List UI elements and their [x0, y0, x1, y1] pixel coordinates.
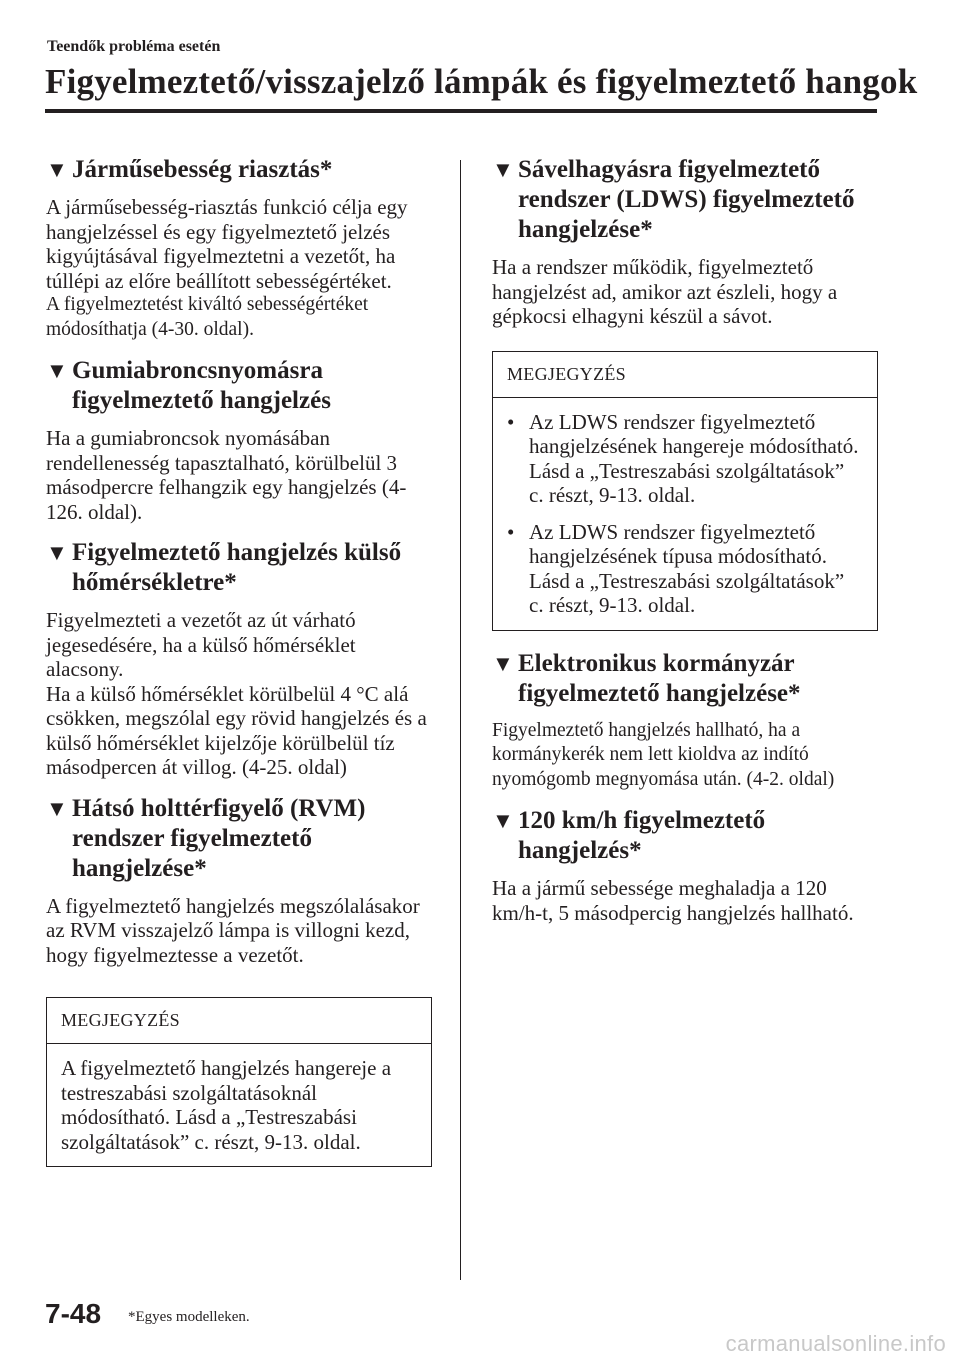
header-rule	[45, 109, 877, 113]
triangle-marker-icon: ▼	[46, 795, 68, 821]
section-title: Figyelmeztető hangjelzés külső hőmérsékletre*	[72, 539, 402, 596]
triangle-marker-icon: ▼	[46, 157, 68, 182]
section-outside-temperature	[46, 538, 432, 780]
note-box	[46, 997, 432, 1167]
paragraph: Figyelmezteti a vezetőt az út várható jegesedésére, ha a külső hőmérséklet alacsony.	[46, 608, 356, 681]
section-title: 120 km/h figyelmeztető hangjelzés*	[518, 807, 766, 864]
section-rvm	[46, 794, 432, 968]
section-heading	[492, 649, 878, 709]
triangle-marker-icon: ▼	[492, 157, 514, 182]
triangle-marker-icon: ▼	[46, 358, 68, 383]
paragraph: Ha a rendszer működik, figyelmeztető hangjelzést ad, amikor azt észleli, hogy a gépkocsi elhagyni készül a sávot.	[492, 255, 838, 328]
note-text: A figyelmeztető hangjelzés hangereje a testreszabási szolgáltatásoknál módosítható. Lásd a „Testreszabási szolgáltatások” c. részt, 9-13. oldal.	[61, 1056, 392, 1154]
column-divider	[460, 160, 461, 1280]
paragraph: Figyelmeztető hangjelzés hallható, ha a kormánykerék nem lett kioldva az indító nyomógomb megnyomása után. (4-2. oldal)	[492, 719, 835, 790]
page-title: Figyelmeztető/visszajelző lámpák és figyelmeztető hangok	[45, 62, 918, 101]
section-heading	[46, 538, 432, 598]
section-title: Gumiabroncsnyomásra figyelmeztető hangjelzés	[72, 357, 331, 414]
section-ldws	[492, 155, 878, 329]
section-vehicle-speed-alarm	[46, 155, 432, 342]
paragraph: A figyelmeztetést kiváltó sebességértéket módosíthatja (4-30. oldal).	[46, 294, 369, 340]
bullet-icon: •	[507, 409, 515, 434]
section-steering-lock	[492, 649, 878, 793]
note-list-item	[507, 520, 863, 618]
note-list-item	[507, 410, 863, 508]
section-heading	[492, 155, 878, 245]
section-title: Elektronikus kormányzár figyelmeztető hangjelzése*	[518, 649, 801, 707]
left-column	[46, 155, 432, 1185]
triangle-marker-icon: ▼	[492, 650, 514, 676]
note-item-text: Az LDWS rendszer figyelmeztető hangjelzésének típusa módosítható. Lásd a „Testreszabási szolgáltatások” c. részt, 9-13. oldal.	[529, 519, 845, 617]
paragraph: A járműsebesség-riasztás funkció célja egy hangjelzéssel és egy figyelmeztető jelzés kigyújtásával figyelmeztetni a vezetőt, ha túllépi az előre beállított sebességértéket.	[46, 195, 408, 293]
section-120kmh	[492, 806, 878, 925]
note-item-text: Az LDWS rendszer figyelmeztető hangjelzésének hangereje módosítható. Lásd a „Testreszabási szolgáltatások” c. részt, 9-13. oldal.	[529, 409, 859, 507]
section-heading	[46, 155, 432, 185]
triangle-marker-icon: ▼	[46, 540, 68, 565]
section-heading	[46, 794, 432, 884]
section-title: Járműsebesség riasztás*	[72, 156, 333, 183]
paragraph: Ha a gumiabroncsok nyomásában rendellenesség tapasztalható, körülbelül 3 másodpercre felhangzik egy hangjelzés (4-126. oldal).	[46, 426, 407, 524]
section-heading	[492, 806, 878, 866]
triangle-marker-icon: ▼	[492, 808, 514, 833]
note-box	[492, 351, 878, 631]
watermark: carmanualsonline.info	[725, 1331, 946, 1356]
section-header: Teendők probléma esetén	[47, 38, 221, 55]
page-number: 7-48	[45, 1298, 102, 1329]
section-heading	[46, 356, 432, 416]
right-column	[492, 155, 878, 939]
footnote: *Egyes modelleken.	[128, 1309, 250, 1325]
section-tire-pressure	[46, 356, 432, 524]
paragraph: Ha a jármű sebessége meghaladja a 120 km/h-t, 5 másodpercig hangjelzés hallható.	[492, 876, 854, 925]
section-title: Hátsó holttérfigyelő (RVM) rendszer figyelmeztető hangjelzése*	[72, 794, 366, 882]
paragraph: Ha a külső hőmérséklet körülbelül 4 °C alá csökken, megszólal egy rövid hangjelzés és a külső hőmérséklet kijelzője körülbelül tíz másodpercen át villog. (4-25. oldal)	[46, 681, 427, 779]
bullet-icon: •	[507, 519, 515, 544]
note-title: MEGJEGYZÉS	[47, 998, 431, 1044]
note-title: MEGJEGYZÉS	[493, 352, 877, 398]
section-title: Sávelhagyásra figyelmeztető rendszer (LDWS) figyelmeztető hangjelzése*	[518, 156, 855, 243]
paragraph: A figyelmeztető hangjelzés megszólalásakor az RVM visszajelző lámpa is villogni kezd, hogy figyelmeztesse a vezetőt.	[46, 893, 420, 967]
